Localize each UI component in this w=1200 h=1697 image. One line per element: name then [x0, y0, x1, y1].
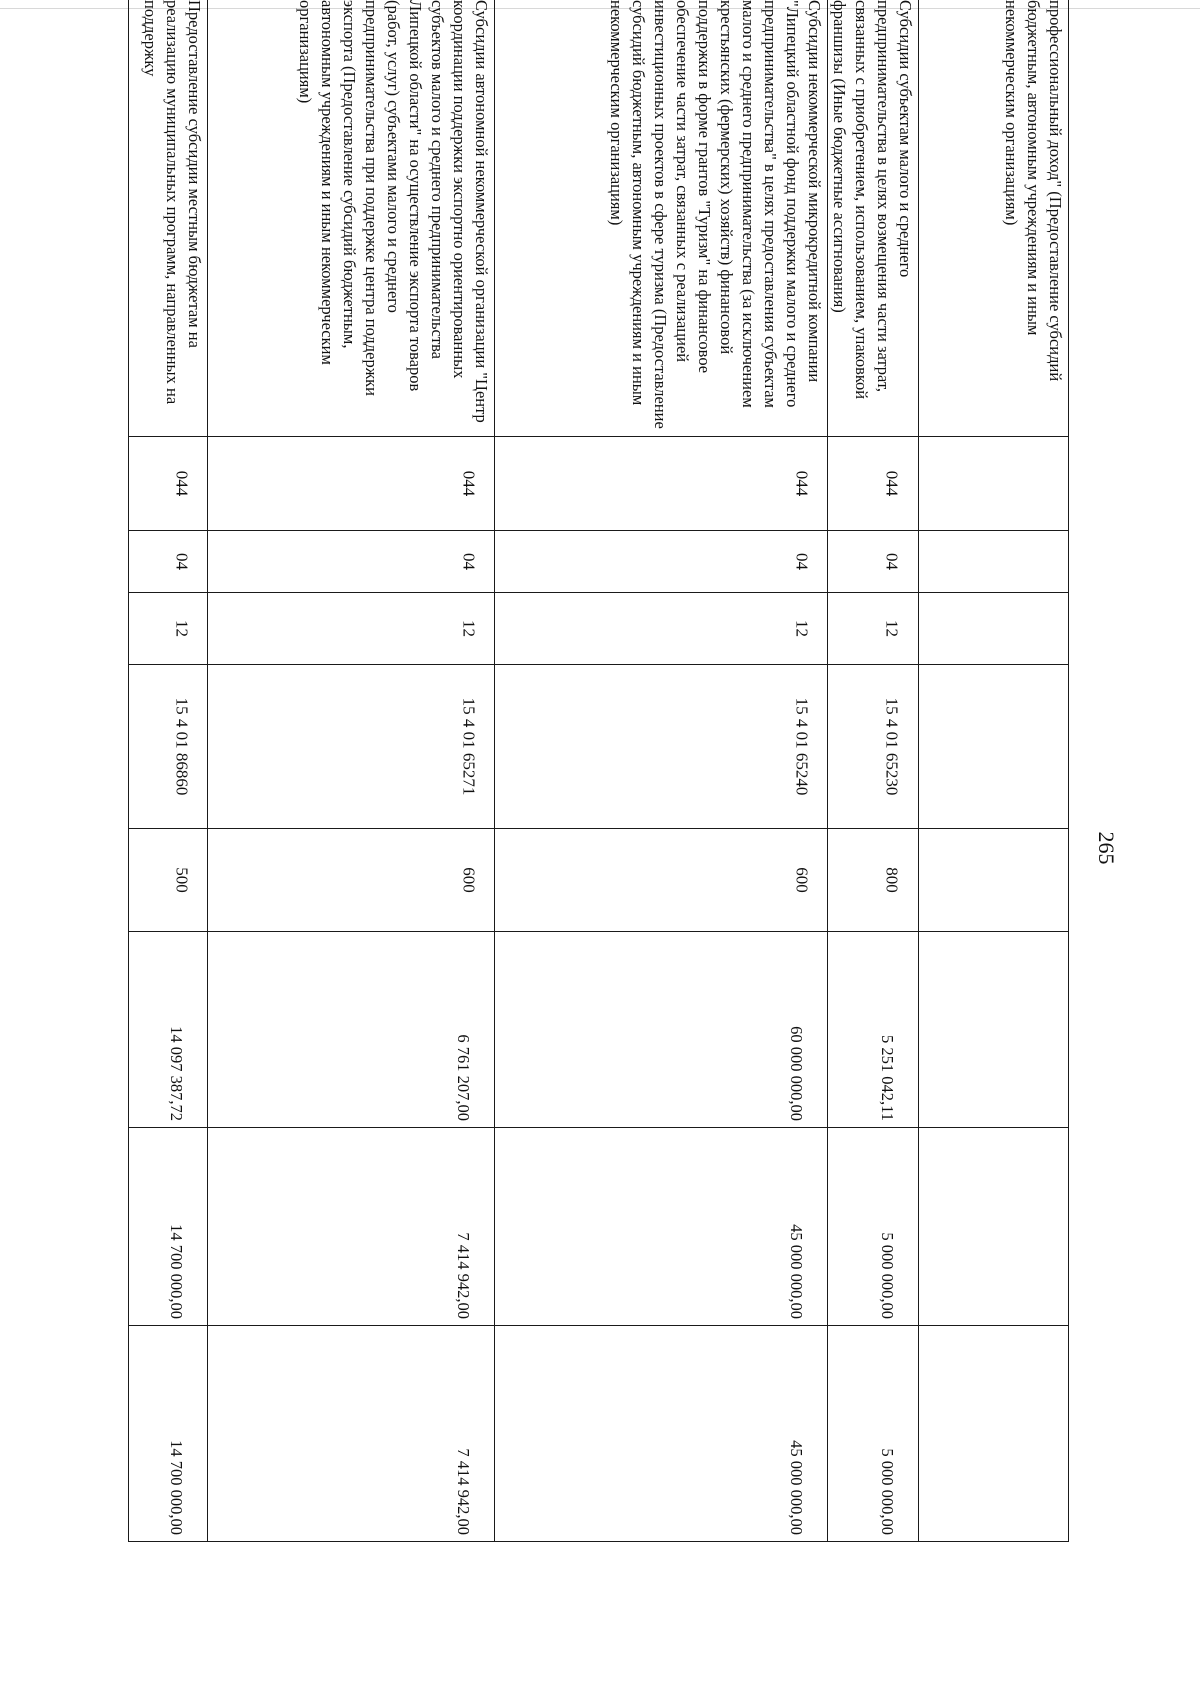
ministry-code: 044: [828, 437, 919, 531]
sum-year-3: 7 414 942,00: [208, 1326, 495, 1542]
table-row: [129, 0, 208, 1542]
sum-year-1: [919, 932, 1069, 1128]
table-row: [919, 0, 1069, 1542]
target-code: 15 4 01 86860: [129, 665, 208, 829]
target-code: 15 4 01 65230: [828, 665, 919, 829]
ministry-code: 044: [495, 437, 828, 531]
section-code: 04: [208, 531, 495, 593]
sum-year-2: 45 000 000,00: [495, 1128, 828, 1326]
sum-year-1: 60 000 000,00: [495, 932, 828, 1128]
sum-year-3: 14 700 000,00: [129, 1326, 208, 1542]
target-code: [919, 665, 1069, 829]
row-name: профессиональный доход" (Предоставление субсидий бюджетным, автономным учреждениям и иным некоммерческим организациям): [919, 0, 1069, 437]
sum-year-3: [919, 1326, 1069, 1542]
row-name: Субсидии автономной некоммерческой организации "Центр координации поддержки экспортно ориентированных субъектов малого и среднего предпринимательства Липецкой области" на осуществление экспорта товаров (работ, услуг) субъектами малого и среднего предпринимательства при поддержке центра поддержки экспорта (Предоставление субсидий бюджетным, автономным учреждениям и иным некоммерческим организациям): [208, 0, 495, 437]
sum-year-1: 14 097 387,72: [129, 932, 208, 1128]
subsection-code: 12: [495, 593, 828, 665]
subsection-code: 12: [828, 593, 919, 665]
sum-year-3: 5 000 000,00: [828, 1326, 919, 1542]
sum-year-2: [919, 1128, 1069, 1326]
table-row: [495, 0, 828, 1542]
ministry-code: 044: [129, 437, 208, 531]
sum-year-2: 7 414 942,00: [208, 1128, 495, 1326]
section-code: [919, 531, 1069, 593]
expense-type-code: [919, 829, 1069, 932]
sum-year-2: 5 000 000,00: [828, 1128, 919, 1326]
expense-type-code: 500: [129, 829, 208, 932]
expense-type-code: 800: [828, 829, 919, 932]
rotated-table-container: [131, 0, 1069, 1541]
sum-year-1: 5 251 042,11: [828, 932, 919, 1128]
subsection-code: 12: [129, 593, 208, 665]
sum-year-1: 6 761 207,00: [208, 932, 495, 1128]
subsection-code: [919, 593, 1069, 665]
section-code: 04: [495, 531, 828, 593]
row-name: Предоставление субсидии местным бюджетам на реализацию муниципальных программ, направленных на поддержку: [129, 0, 208, 437]
row-name: Субсидии субъектам малого и среднего предпринимательства в целях возмещения части затрат, связанных с приобретением, использованием, упаковкой франшизы (Иные бюджетные ассигнования): [828, 0, 919, 437]
section-code: 04: [129, 531, 208, 593]
page-number: 265: [1094, 831, 1119, 865]
row-name: Субсидии некоммерческой микрокредитной компании "Липецкий областной фонд поддержки малого и среднего предпринимательства" в целях предоставления субъектам малого и среднего предпринимательства (за исключением крестьянских (фермерских) хозяйств) финансовой поддержки в форме грантов "Туризм" на финансовое обеспечение части затрат, связанных с реализацией инвестиционных проектов в сфере туризма (Предоставление субсидий бюджетным, автономным учреждениям и иным некоммерческим организациям): [495, 0, 828, 437]
target-code: 15 4 01 65240: [495, 665, 828, 829]
sum-year-3: 45 000 000,00: [495, 1326, 828, 1542]
expense-type-code: 600: [208, 829, 495, 932]
subsection-code: 12: [208, 593, 495, 665]
expense-type-code: 600: [495, 829, 828, 932]
ministry-code: 044: [208, 437, 495, 531]
table-row: [828, 0, 919, 1542]
sum-year-2: 14 700 000,00: [129, 1128, 208, 1326]
ministry-code: [919, 437, 1069, 531]
target-code: 15 4 01 65271: [208, 665, 495, 829]
table-row: [208, 0, 495, 1542]
section-code: 04: [828, 531, 919, 593]
budget-table: [128, 0, 1069, 1542]
